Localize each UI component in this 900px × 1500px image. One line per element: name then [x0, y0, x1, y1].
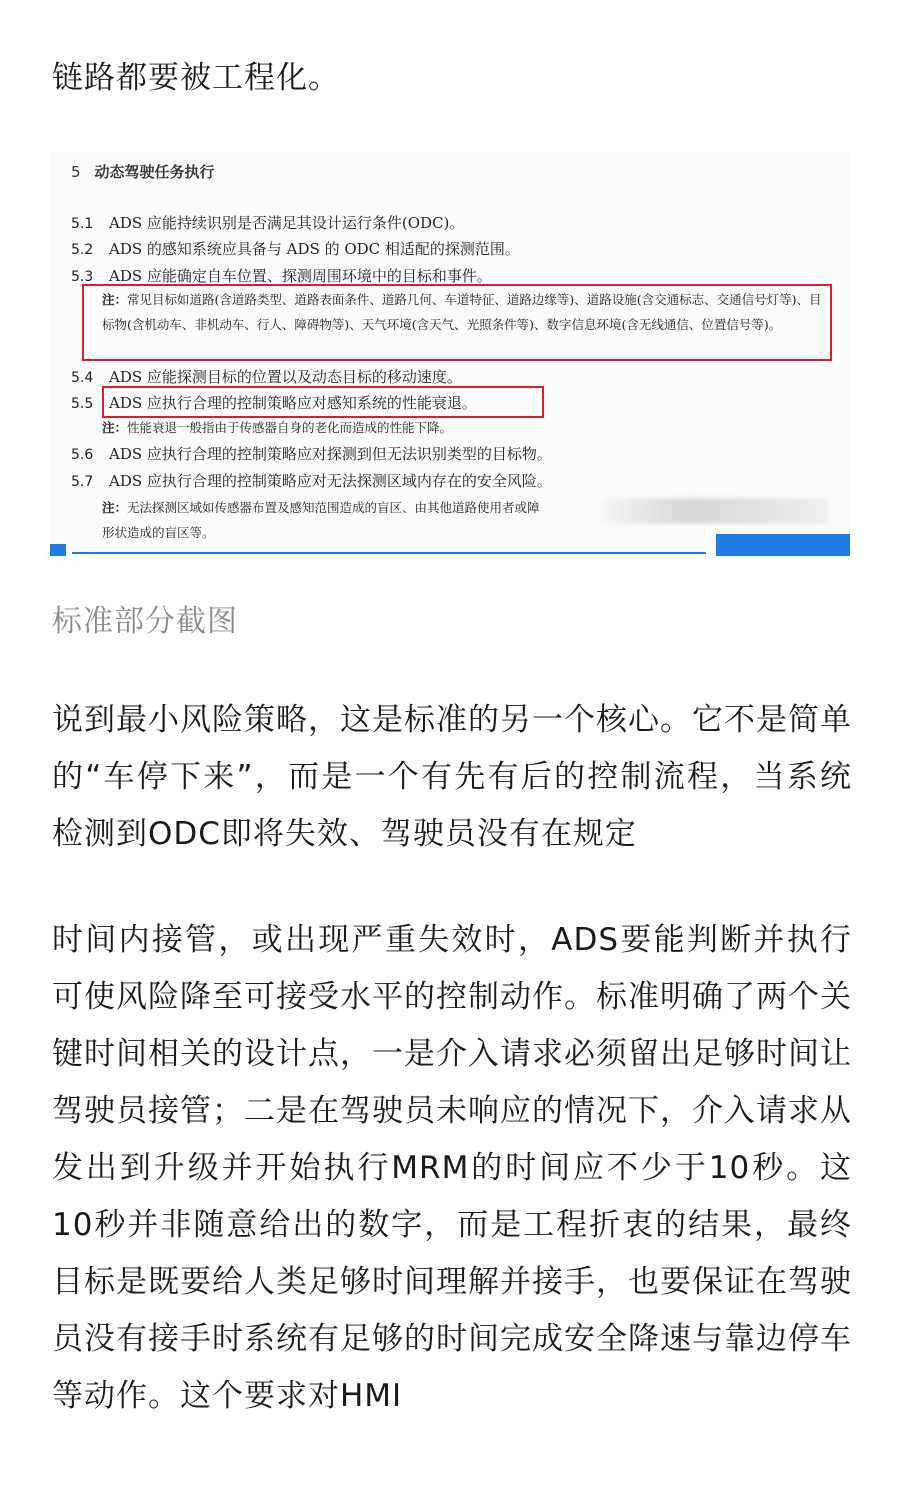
clause-text: ADS 应能探测目标的位置以及动态目标的移动速度。	[109, 368, 462, 386]
clause-5-4	[71, 366, 462, 387]
note-label: 注：	[102, 292, 128, 307]
clause-5-1	[71, 212, 464, 233]
clause-text: ADS 的感知系统应具备与 ADS 的 ODC 相适配的探测范围。	[109, 240, 520, 258]
paragraph-1: 说到最小风险策略，这是标准的另一个核心。它不是简单的“车停下来”，而是一个有先有后的控制流程，当系统检测到ODC即将失效、驾驶员没有在规定	[52, 702, 852, 852]
standard-screenshot	[50, 152, 850, 556]
note-5-5	[102, 415, 827, 440]
section-heading	[71, 161, 215, 182]
note-label: 注：	[102, 500, 128, 515]
clause-5-2	[71, 238, 520, 259]
clause-text: ADS 应能确定自车位置、探测周围环境中的目标和事件。	[109, 267, 492, 285]
note-text-continued: 形状造成的盲区等。	[102, 525, 215, 540]
clause-5-7	[71, 470, 552, 491]
note-text: 性能衰退一般指由于传感器自身的老化而造成的性能下降。	[127, 420, 453, 435]
figure-caption: 标准部分截图	[52, 604, 238, 639]
clause-number: 5.7	[71, 474, 94, 490]
clause-5-5	[71, 392, 477, 413]
clause-text: ADS 应执行合理的控制策略应对感知系统的性能衰退。	[109, 394, 477, 412]
section-title: 动态驾驶任务执行	[94, 163, 215, 181]
note-5-3	[102, 287, 827, 337]
clause-number: 5.5	[71, 396, 94, 412]
note-label: 注：	[102, 420, 128, 435]
clause-number: 5.4	[71, 370, 94, 386]
progress-marker-left	[50, 544, 66, 556]
clause-number: 5.6	[71, 447, 94, 463]
blurred-watermark	[598, 498, 828, 524]
progress-line	[72, 552, 706, 554]
section-number: 5	[71, 163, 81, 181]
clause-text: ADS 应执行合理的控制策略应对无法探测区域内存在的安全风险。	[109, 472, 552, 490]
progress-marker-right	[716, 534, 850, 556]
clause-number: 5.2	[71, 242, 94, 258]
intro-text: 链路都要被工程化。	[52, 60, 340, 96]
clause-5-6	[71, 443, 552, 464]
paragraph-2: 时间内接管，或出现严重失效时，ADS要能判断并执行可使风险降至可接受水平的控制动作。标准明确了两个关键时间相关的设计点，一是介入请求必须留出足够时间让驾驶员接管；二是在驾驶员未响应的情况下，介入请求从发出到升级并开始执行MRM的时间应不少于10秒。这10秒并非随意给出的数字，而是工程折衷的结果，最终目标是既要给人类足够时间理解并接手，也要保证在驾驶员没有接手时系统有足够的时间完成安全降速与靠边停车等动作。这个要求对HMI	[52, 922, 852, 1414]
clause-5-3	[71, 265, 492, 286]
clause-text: ADS 应执行合理的控制策略应对探测到但无法识别类型的目标物。	[109, 445, 552, 463]
note-text: 无法探测区域如传感器布置及感知范围造成的盲区、由其他道路使用者或障	[127, 500, 540, 515]
clause-text: ADS 应能持续识别是否满足其设计运行条件(ODC)。	[109, 214, 465, 232]
note-text: 常见目标如道路(含道路类型、道路表面条件、道路几何、车道特征、道路边缘等)、道路设施(含交通标志、交通信号灯等)、目标物(含机动车、非机动车、行人、障碍物等)、天气环境(含天气、光照条件等)、数字信息环境(含无线通信、位置信号等)。	[102, 292, 822, 332]
clause-number: 5.3	[71, 269, 94, 285]
clause-number: 5.1	[71, 216, 94, 232]
